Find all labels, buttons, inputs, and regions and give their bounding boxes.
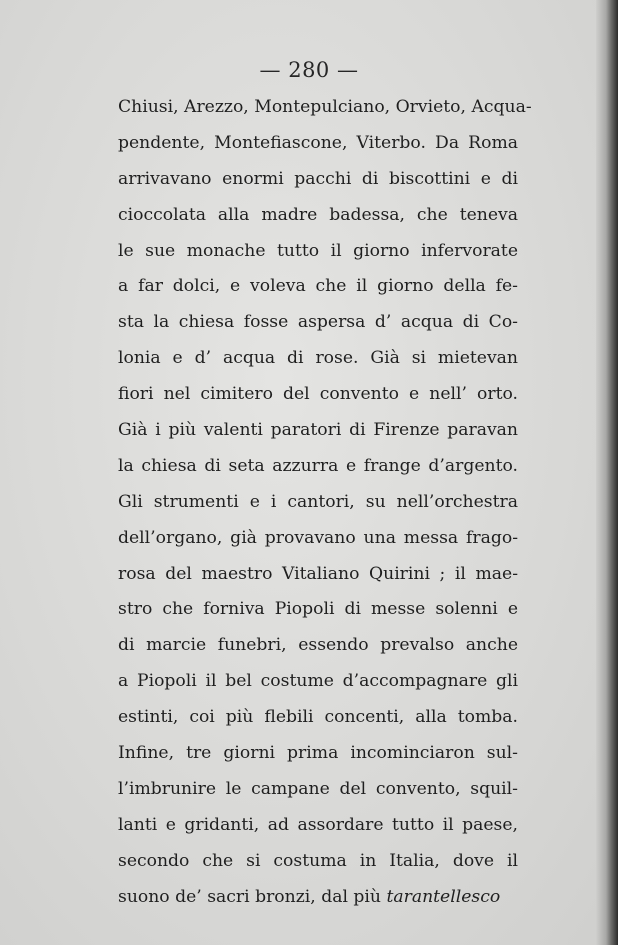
text-line: a far dolci, e voleva che il giorno della fe- xyxy=(118,276,518,297)
text-line: dell’organo, già provavano una messa frago- xyxy=(118,527,518,548)
text-line: secondo che si costuma in Italia, dove il xyxy=(118,850,518,871)
body-text xyxy=(118,90,532,915)
italic-word: tarantellesco xyxy=(386,886,501,907)
text-line: Già i più valenti paratori di Firenze paravan xyxy=(118,420,518,441)
text-line: stro che forniva Piopoli di messe solenni e xyxy=(118,599,518,620)
text-line: di marcie funebri, essendo prevalso anche xyxy=(118,635,518,656)
text-line: pendente, Montefiascone, Viterbo. Da Roma xyxy=(118,132,518,153)
text-line: fiori nel cimitero del convento e nell’ orto. xyxy=(118,384,518,405)
text-line-last-start: suono de’ sacri bronzi, dal più xyxy=(118,886,387,907)
text-line-last xyxy=(118,880,518,916)
text-line: rosa del maestro Vitaliano Quirini ; il mae- xyxy=(118,563,518,584)
page-number: — 280 — xyxy=(259,58,359,82)
text-line: cioccolata alla madre badessa, che teneva xyxy=(118,204,518,225)
text-line: estinti, coi più flebili concenti, alla tomba. xyxy=(118,707,518,728)
text-line: Chiusi, Arezzo, Montepulciano, Orvieto, Acqua- xyxy=(118,97,532,117)
text-line: l’imbrunire le campane del convento, squil- xyxy=(118,778,518,799)
text-line: le sue monache tutto il giorno infervorate xyxy=(118,240,518,261)
text-line: Infine, tre giorni prima incominciaron sul- xyxy=(118,743,518,764)
text-line: a Piopoli il bel costume d’accompagnare gli xyxy=(118,671,518,692)
text-line: arrivavano enormi pacchi di biscottini e di xyxy=(118,168,518,189)
text-line: sta la chiesa fosse aspersa d’ acqua di Co- xyxy=(118,312,518,333)
text-line: lanti e gridanti, ad assordare tutto il paese, xyxy=(118,814,518,835)
text-line: Gli strumenti e i cantori, su nell’orchestra xyxy=(118,491,518,512)
text-line: la chiesa di seta azzurra e frange d’argento. xyxy=(118,455,518,476)
page-edge-shadow xyxy=(596,0,618,945)
text-line: lonia e d’ acqua di rose. Già si mietevan xyxy=(118,348,518,369)
